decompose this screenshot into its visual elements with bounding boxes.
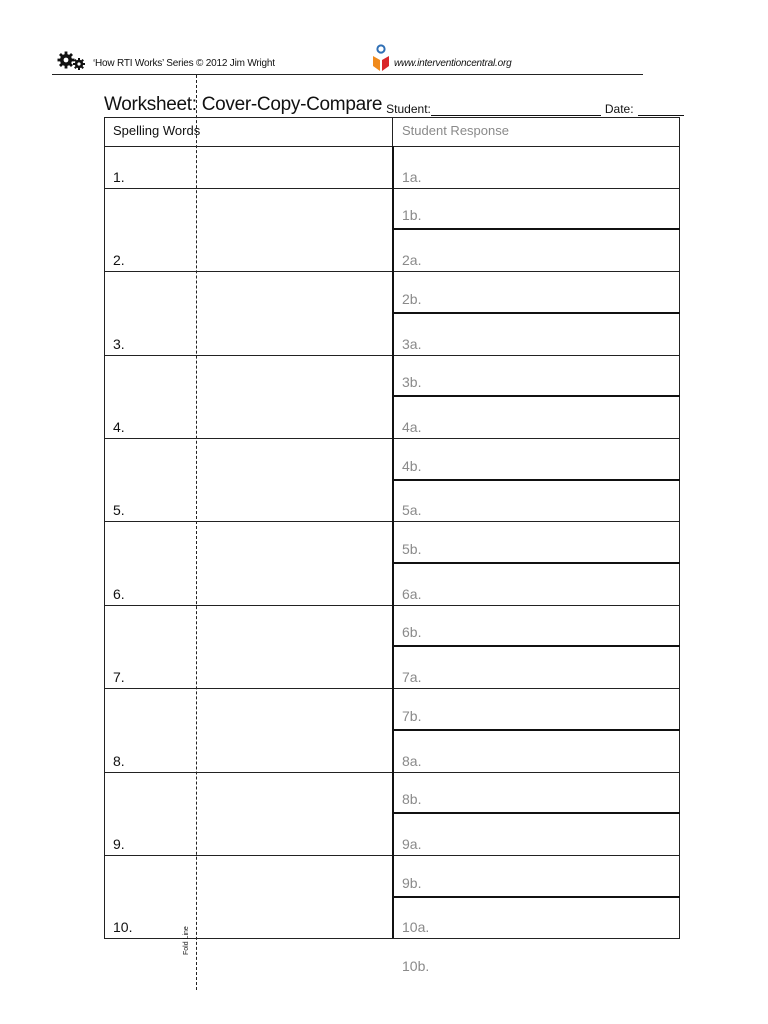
fold-line-label: Fold Line	[183, 926, 190, 955]
website-link[interactable]: www.interventioncentral.org	[394, 58, 512, 69]
student-name-blank[interactable]	[431, 103, 601, 116]
header-divider	[52, 74, 643, 75]
response-a-label: 10a.	[402, 919, 430, 936]
spelling-word-cell[interactable]	[104, 897, 392, 939]
word-number: 7.	[113, 669, 125, 686]
word-number: 5.	[113, 502, 125, 519]
response-a-cell[interactable]	[392, 146, 680, 188]
response-b-label: 8b.	[402, 791, 422, 808]
response-b-label: 9b.	[402, 874, 422, 891]
word-row-border	[104, 521, 392, 522]
response-a-cell[interactable]	[392, 563, 680, 605]
spelling-word-cell[interactable]	[104, 146, 392, 188]
word-row-border	[104, 355, 392, 356]
response-b-label: 4b.	[402, 457, 422, 474]
spelling-word-cell[interactable]	[104, 813, 392, 855]
response-b-cell[interactable]	[392, 271, 680, 313]
response-a-label: 1a.	[402, 168, 422, 185]
word-number: 4.	[113, 418, 125, 435]
worksheet-title-row	[104, 94, 684, 116]
response-a-label: 7a.	[402, 669, 422, 686]
response-b-cell[interactable]	[392, 521, 680, 563]
fold-line	[196, 75, 197, 990]
response-b-label: 1b.	[402, 207, 422, 224]
response-a-label: 6a.	[402, 585, 422, 602]
word-row-border	[104, 271, 392, 272]
response-b-cell[interactable]	[392, 438, 680, 480]
response-b-cell[interactable]	[392, 772, 680, 814]
spelling-word-cell[interactable]	[104, 396, 392, 438]
spelling-word-cell[interactable]	[104, 646, 392, 688]
spelling-word-cell[interactable]	[104, 563, 392, 605]
response-b-cell[interactable]	[392, 355, 680, 397]
response-a-cell[interactable]	[392, 730, 680, 772]
worksheet-title: Worksheet: Cover-Copy-Compare	[104, 94, 383, 115]
word-row-border	[104, 188, 392, 189]
response-a-label: 4a.	[402, 418, 422, 435]
response-b-label: 7b.	[402, 707, 422, 724]
word-row-border	[104, 688, 392, 689]
word-row-border	[104, 855, 392, 856]
response-b-label: 2b.	[402, 290, 422, 307]
spelling-words-header: Spelling Words	[113, 123, 201, 138]
word-row-border	[104, 772, 392, 773]
response-a-label: 3a.	[402, 335, 422, 352]
response-a-label: 5a.	[402, 502, 422, 519]
response-a-cell[interactable]	[392, 646, 680, 688]
response-b-label: 10b.	[402, 958, 430, 974]
response-a-label: 2a.	[402, 252, 422, 269]
response-a-label: 9a.	[402, 835, 422, 852]
student-label: Student:	[386, 102, 431, 116]
word-number: 10.	[113, 919, 133, 936]
response-b-label: 5b.	[402, 541, 422, 557]
date-blank[interactable]	[638, 103, 684, 116]
response-b-label: 3b.	[402, 374, 422, 391]
spelling-word-cell[interactable]	[104, 730, 392, 772]
response-b-cell[interactable]	[392, 855, 680, 897]
word-number: 2.	[113, 252, 125, 269]
response-a-cell[interactable]	[392, 229, 680, 271]
word-number: 1.	[113, 168, 125, 185]
response-b-cell[interactable]	[392, 938, 680, 980]
response-a-cell[interactable]	[392, 480, 680, 522]
response-a-cell[interactable]	[392, 313, 680, 355]
word-row-border	[104, 938, 392, 939]
word-number: 6.	[113, 585, 125, 602]
response-b-cell[interactable]	[392, 605, 680, 647]
response-a-cell[interactable]	[392, 813, 680, 855]
word-row-border	[104, 438, 392, 439]
date-label: Date:	[604, 102, 634, 116]
word-row-border	[104, 605, 392, 606]
spelling-word-cell[interactable]	[104, 229, 392, 271]
spelling-word-cell[interactable]	[104, 313, 392, 355]
response-a-label: 8a.	[402, 752, 422, 769]
response-b-cell[interactable]	[392, 188, 680, 230]
intervention-central-logo-icon	[372, 44, 390, 72]
student-response-header: Student Response	[402, 123, 509, 138]
gears-icon	[57, 50, 87, 72]
response-column-left-border	[392, 146, 394, 938]
word-number: 8.	[113, 752, 125, 769]
series-credit: ‘How RTI Works’ Series © 2012 Jim Wright	[93, 58, 275, 69]
response-b-cell[interactable]	[392, 688, 680, 730]
response-b-label: 6b.	[402, 624, 422, 641]
response-a-cell[interactable]	[392, 396, 680, 438]
word-number: 3.	[113, 335, 125, 352]
response-a-cell[interactable]	[392, 897, 680, 939]
word-number: 9.	[113, 835, 125, 852]
spelling-word-cell[interactable]	[104, 480, 392, 522]
